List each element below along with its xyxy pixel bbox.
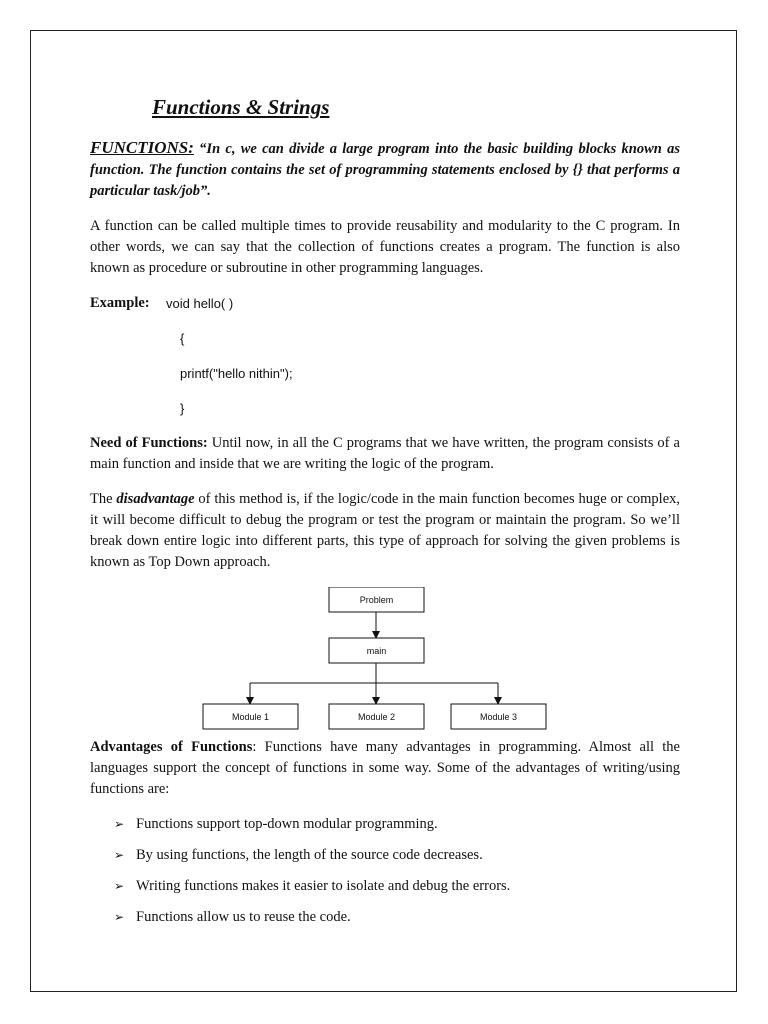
list-item	[114, 845, 680, 866]
diagram-svg	[90, 587, 680, 737]
list-item-text: Functions allow us to reuse the code.	[136, 909, 351, 925]
module3-label: Module 3	[479, 712, 518, 722]
code-line-2: {	[180, 331, 185, 346]
example-label: Example:	[90, 295, 150, 311]
list-item-text: By using functions, the length of the source code decreases.	[136, 847, 483, 863]
advantages-label: Advantages of Functions	[90, 739, 253, 755]
disadvantage-text: of this method is, if the logic/code in the main function becomes huge or complex, it will become difficult to debug the program or test the program or maintain the program. So we’ll break down entire logic into different parts, this type of approach for solving the given problems is known as Top Down approach.	[90, 491, 681, 570]
code-line-4: }	[180, 401, 185, 416]
page-title: Functions & Strings	[152, 95, 330, 119]
list-item	[114, 876, 680, 897]
functions-definition	[90, 137, 680, 202]
document-body	[90, 95, 680, 938]
arrow-bullet-icon: ➢	[114, 817, 125, 831]
advantages-list	[90, 814, 680, 928]
intro-paragraph: A function can be called multiple times to provide reusability and modularity to the C program. In other words, we can say that the collection of functions creates a program. The function is also known as procedure or subroutine in other programming languages.	[90, 218, 680, 276]
advantages-text: : Functions have many advantages in programming. Almost all the languages support the concept of functions in some way. Some of the advantages of writing/using functions are:	[90, 739, 680, 797]
top-down-diagram	[90, 587, 680, 737]
need-paragraph	[90, 433, 680, 475]
disadvantage-prefix: The	[90, 491, 117, 507]
example-row	[90, 293, 680, 314]
disadvantage-paragraph	[90, 489, 680, 573]
definition-text: “In c, we can divide a large program into the basic building blocks known as function. The function contains the set of programming statements enclosed by {} that performs a particular task/job”.	[90, 141, 681, 199]
arrow-bullet-icon: ➢	[114, 910, 125, 924]
list-item-text: Functions support top-down modular programming.	[136, 816, 438, 832]
code-line-3: printf("hello nithin");	[180, 366, 293, 381]
functions-heading: FUNCTIONS:	[90, 138, 194, 157]
arrow-bullet-icon: ➢	[114, 879, 125, 893]
problem-label: Problem	[359, 595, 394, 605]
list-item	[114, 907, 680, 928]
module1-label: Module 1	[231, 712, 270, 722]
code-line-1: void hello( )	[166, 296, 234, 311]
need-label: Need of Functions:	[90, 435, 208, 451]
arrow-bullet-icon: ➢	[114, 848, 125, 862]
need-text: Until now, in all the C programs that we have written, the program consists of a main function and inside that we are writing the logic of the program.	[90, 435, 680, 472]
module2-label: Module 2	[357, 712, 396, 722]
main-label: main	[366, 646, 387, 656]
disadvantage-keyword: disadvantage	[116, 491, 195, 507]
advantages-paragraph	[90, 737, 680, 800]
list-item-text: Writing functions makes it easier to isolate and debug the errors.	[136, 878, 511, 894]
list-item	[114, 814, 680, 835]
